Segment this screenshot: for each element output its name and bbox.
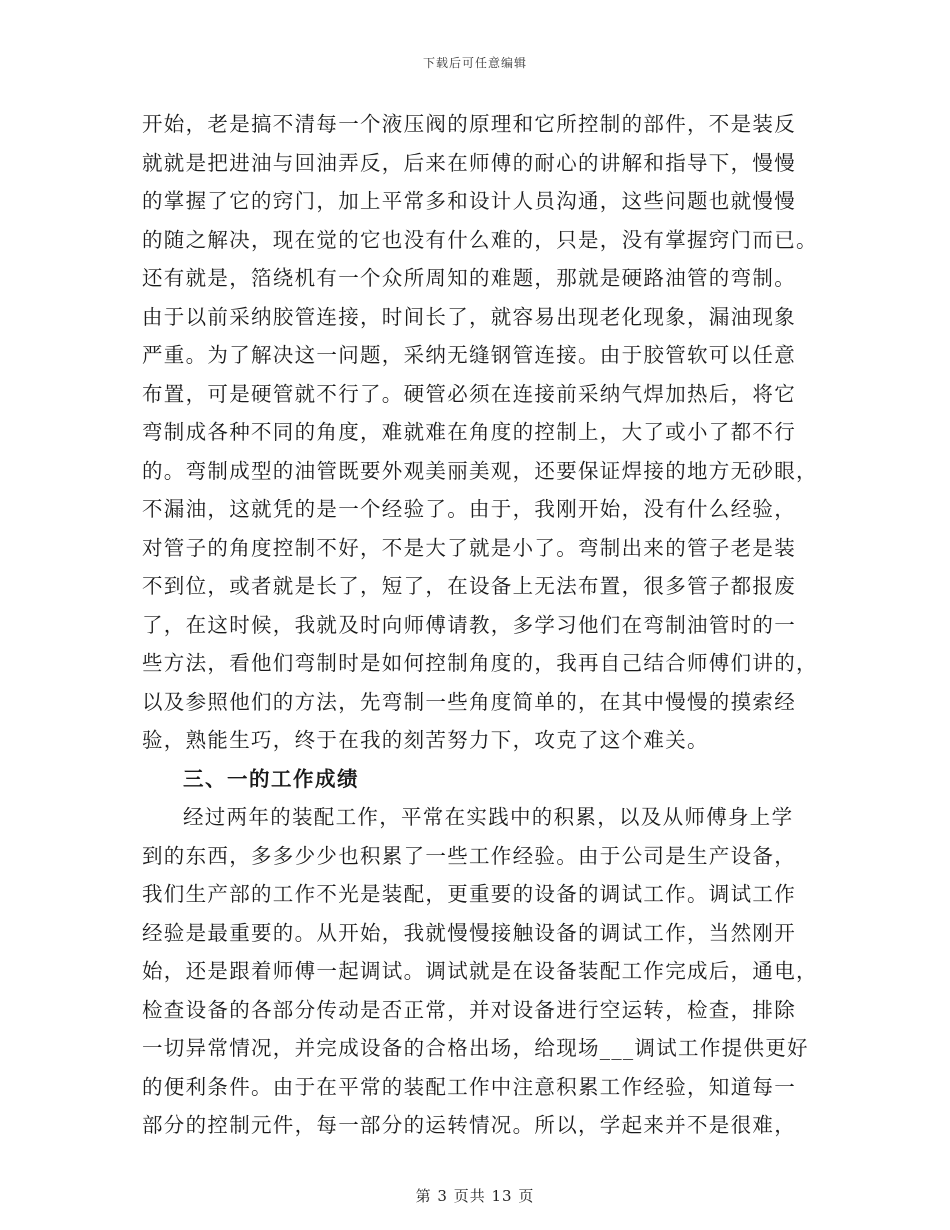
page-number-footer: 第 3 页共 13 页: [415, 1187, 535, 1205]
document-body: [142, 105, 818, 1145]
page-header: 下载后可任意编辑: [422, 56, 527, 70]
paragraph-line: 我们生产部的工作不光是装配，更重要的设备的调试工作。调试工作: [142, 882, 796, 906]
paragraph-line: 始，还是跟着师傅一起调试。调试就是在设备装配工作完成后，通电，: [142, 959, 818, 983]
paragraph-line: 到的东西，多多少少也积累了一些工作经验。由于公司是生产设备，: [142, 843, 796, 868]
paragraph-line: 的掌握了它的窍门，加上平常多和设计人员沟通，这些问题也就慢慢: [142, 189, 796, 213]
paragraph-line: 的。弯制成型的油管既要外观美丽美观，还要保证焊接的地方无砂眼，: [142, 458, 818, 483]
paragraph-line: 验，熟能生巧，终于在我的刻苦努力下，攻克了这个难关。: [142, 728, 709, 752]
paragraph-line: 了，在这时候，我就及时向师傅请教，多学习他们在弯制油管时的一: [142, 612, 796, 637]
paragraph-line: 不到位，或者就是长了，短了，在设备上无法布置，很多管子都报废: [142, 574, 796, 598]
paragraph-line: 检查设备的各部分传动是否正常，并对设备进行空运转，检查，排除: [142, 997, 796, 1022]
paragraph-line: 的随之解决，现在觉的它也没有什么难的，只是，没有掌握窍门而已。: [142, 227, 818, 252]
paragraph-line: 开始，老是搞不清每一个液压阀的原理和它所控制的部件，不是装反: [142, 112, 796, 136]
paragraph-line: 的便利条件。由于在平常的装配工作中注意积累工作经验，知道每一: [142, 1074, 796, 1099]
paragraph-line: 些方法，看他们弯制时是如何控制角度的，我再自己结合师傅们讲的，: [142, 651, 818, 675]
paragraph-line: 就就是把进油与回油弄反，后来在师傅的耐心的讲解和指导下，慢慢: [142, 150, 796, 175]
paragraph-line: 由于以前采纳胶管连接，时间长了，就容易出现老化现象，漏油现象: [142, 304, 796, 329]
section-heading: 三、一的工作成绩: [183, 766, 359, 791]
paragraph-line: 经验是最重要的。从开始，我就慢慢接触设备的调试工作，当然刚开: [142, 920, 796, 945]
paragraph-line: 还有就是，箔绕机有一个众所周知的难题，那就是硬路油管的弯制。: [142, 266, 796, 290]
paragraph-line: 弯制成各种不同的角度，难就难在角度的控制上，大了或小了都不行: [142, 420, 796, 444]
paragraph-line: 严重。为了解决这一问题，采纳无缝钢管连接。由于胶管软可以任意: [142, 343, 796, 367]
paragraph-line: 对管子的角度控制不好，不是大了就是小了。弯制出来的管子老是装: [142, 535, 796, 560]
paragraph-line: 部分的控制元件，每一部分的运转情况。所以，学起来并不是很难，: [142, 1113, 796, 1137]
paragraph-line: 以及参照他们的方法，先弯制一些角度简单的，在其中慢慢的摸索经: [142, 689, 796, 714]
paragraph-line: 一切异常情况，并完成设备的合格出场，给现场___调试工作提供更好: [142, 1036, 809, 1060]
paragraph-line: 经过两年的装配工作，平常在实践中的积累，以及从师傅身上学: [183, 805, 794, 829]
paragraph-line: 布置，可是硬管就不行了。硬管必须在连接前采纳气焊加热后，将它: [142, 381, 796, 406]
paragraph-line: 不漏油，这就凭的是一个经验了。由于，我刚开始，没有什么经验，: [142, 497, 796, 521]
